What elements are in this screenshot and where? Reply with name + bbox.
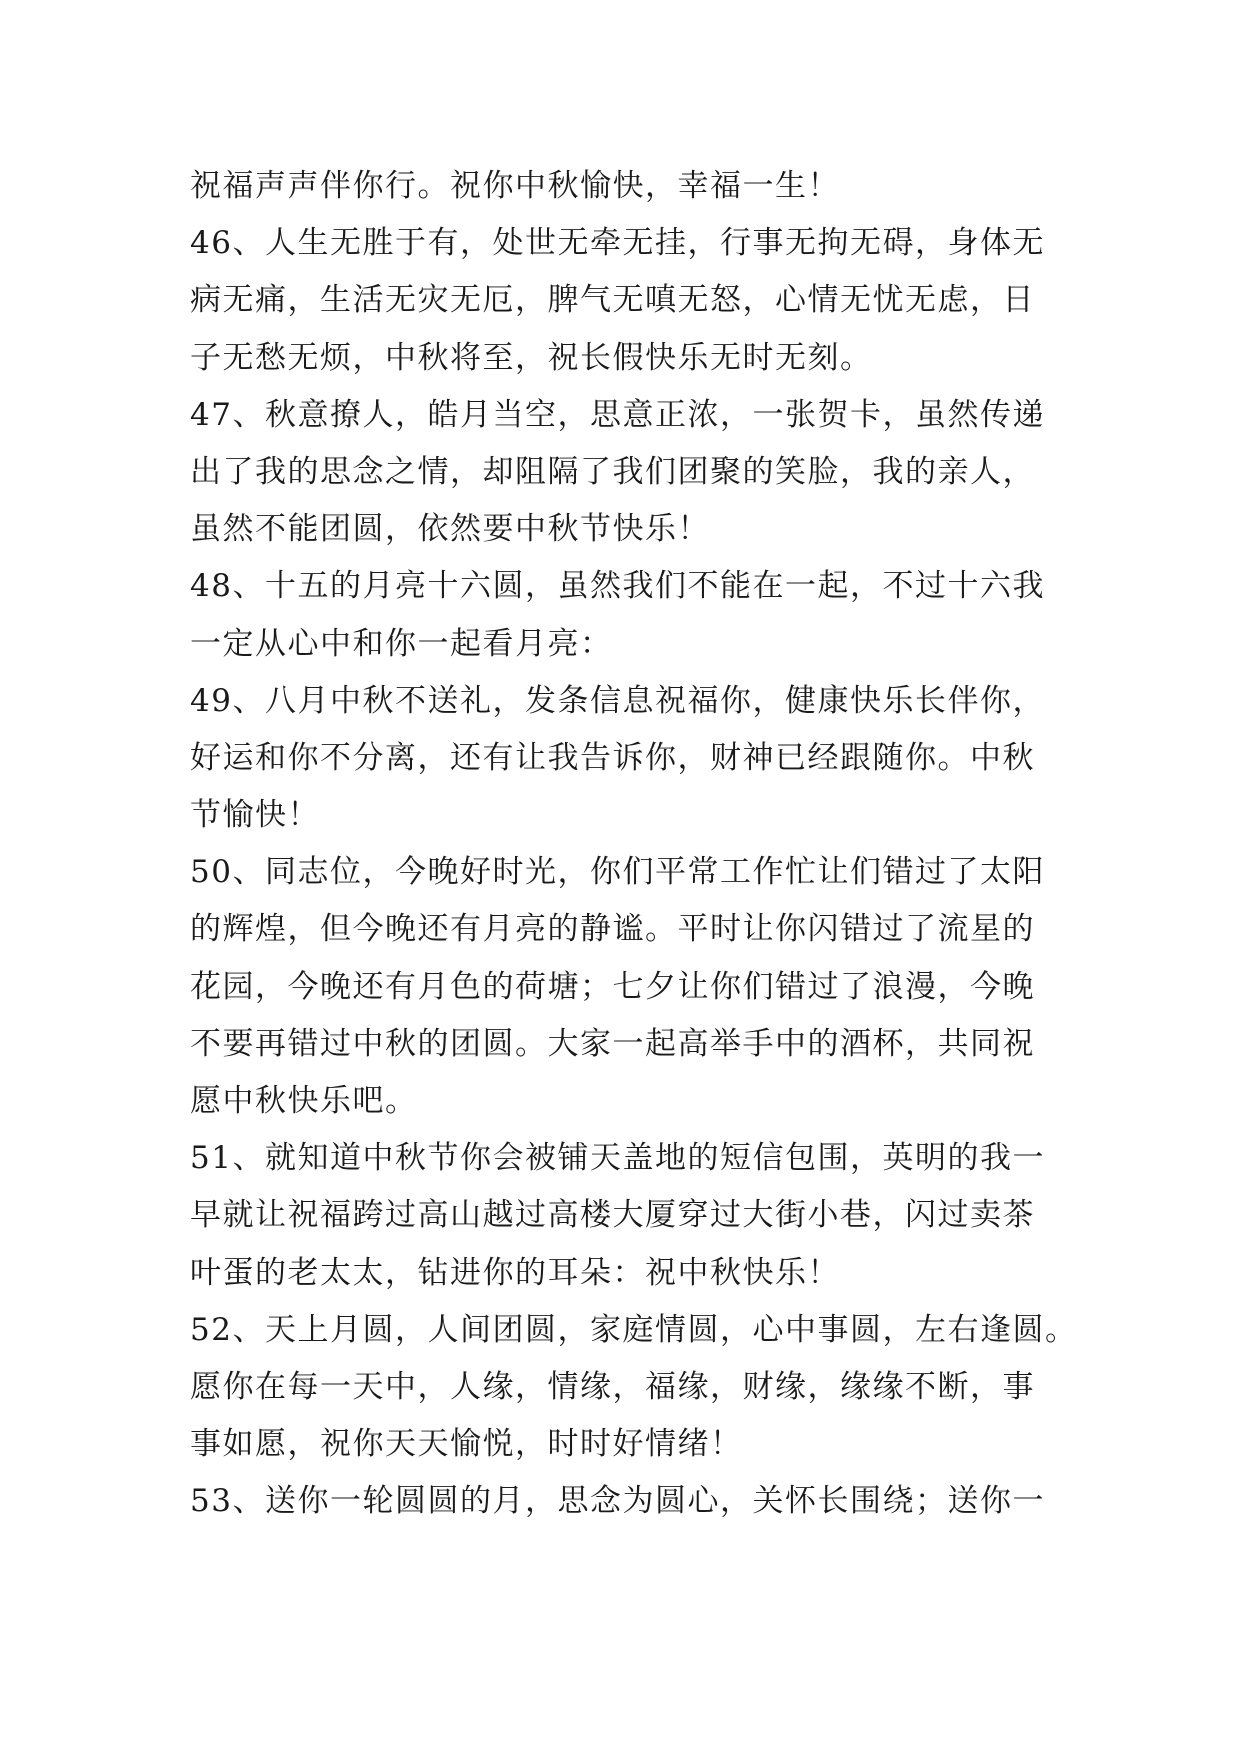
text-line: 愿中秋快乐吧。 [190, 1083, 418, 1119]
text-line: 46、人生无胜于有，处世无牵无挂，行事无拘无碍，身体无 [190, 225, 1045, 262]
text-line: 愿你在每一天中，人缘，情缘，福缘，财缘，缘缘不断，事 [190, 1368, 1035, 1405]
text-line: 的辉煌，但今晚还有月亮的静谧。平时让你闪错过了流星的 [190, 911, 1035, 948]
text-line: 47、秋意撩人，皓月当空，思意正浓，一张贺卡，虽然传递 [190, 396, 1045, 433]
text-line: 虽然不能团圆，依然要中秋节快乐！ [190, 511, 710, 548]
text-line: 50、同志位，今晚好时光，你们平常工作忙让们错过了太阳 [190, 854, 1045, 891]
text-line: 一定从心中和你一起看月亮： [190, 625, 613, 662]
document-body [190, 158, 1078, 1531]
text-line: 花园，今晚还有月色的荷塘；七夕让你们错过了浪漫，今晚 [190, 968, 1035, 1005]
text-line: 好运和你不分离，还有让我告诉你，财神已经跟随你。中秋 [190, 739, 1035, 776]
text-line: 不要再错过中秋的团圆。大家一起高举手中的酒杯，共同祝 [190, 1025, 1035, 1062]
text-line: 51、就知道中秋节你会被铺天盖地的短信包围，英明的我一 [190, 1140, 1045, 1177]
text-line: 节愉快！ [190, 797, 320, 834]
text-line: 出了我的思念之情，却阻隔了我们团聚的笑脸，我的亲人， [190, 453, 1035, 490]
text-line: 子无愁无烦，中秋将至，祝长假快乐无时无刻。 [190, 339, 873, 376]
text-line: 52、天上月圆，人间团圆，家庭情圆，心中事圆，左右逢圆。 [190, 1311, 1078, 1348]
text-line: 早就让祝福跨过高山越过高楼大厦穿过大街小巷，闪过卖茶 [190, 1197, 1035, 1234]
text-line: 事如愿，祝你天天愉悦，时时好情绪！ [190, 1426, 743, 1463]
text-line: 48、十五的月亮十六圆，虽然我们不能在一起，不过十六我 [190, 568, 1045, 605]
text-line: 49、八月中秋不送礼，发条信息祝福你，健康快乐长伴你， [190, 682, 1045, 719]
text-line: 祝福声声伴你行。祝你中秋愉快，幸福一生！ [190, 168, 840, 204]
text-line: 叶蛋的老太太，钻进你的耳朵：祝中秋快乐！ [190, 1254, 840, 1291]
text-line: 53、送你一轮圆圆的月，思念为圆心，关怀长围绕；送你一 [190, 1483, 1045, 1520]
text-line: 病无痛，生活无灾无厄，脾气无嗔无怒，心情无忧无虑，日 [190, 282, 1035, 319]
